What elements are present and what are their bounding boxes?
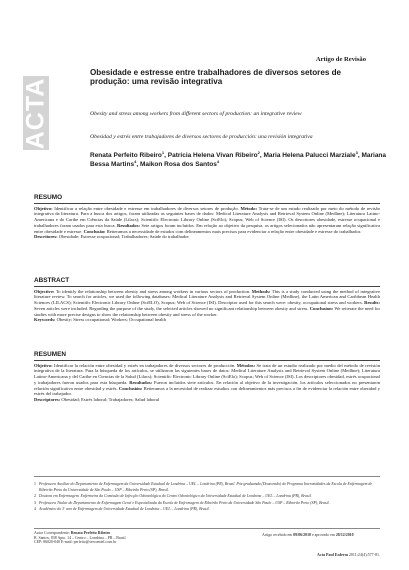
abstract-body: Objective: To identify the relationship between obesity and stress among workers in various sectors of production. Methods: This is a study conducted using the method of integrative literature review. To search for articles, we used the following databases: Medical Literature Analysis and Retrieval System Online (Medline), the Latin American and Caribbean Health Sciences (LILACS); Scientific Electronic Library Online (SciELO), Scopus; Web of Science (ISI). Descriptor used for this search were: obesity, occupational stress and workers. Results: Seven articles were included. Regarding the purpose of the study, the selected articles showed no significant relationship between obesity and stress. Conclusion: We reiterate the need for studies with more precise designs to show the relationship between obesity and stress of the worker. (34, 288, 380, 317)
author: Mariana Bessa Martins$^4$, (90, 152, 387, 168)
title-spanish: Obesidad y estrés entre trabajadores de diversos sectores de producción: una revisión integrativa (90, 134, 313, 140)
section-label: Artigo de Revisão (315, 56, 366, 63)
affiliation-mark: 4 (216, 158, 220, 164)
author-list (90, 151, 390, 169)
resumo-section (34, 194, 380, 240)
title-english: Obesity and stress among workers from different sectors of production: an integrative review (90, 111, 302, 117)
affiliation-mark: 2 (257, 149, 260, 155)
footnote: 1 Professora Auxiliar do Departamento de Enfermagem da Universidade Estadual de Londrina – UEL – Londrina (PR), Brasil. Pós-graduanda (Doutorado) do Programa Interunidades da Escola de Enfermagem de Ribeirão Preto da Universidade de São Paulo – USP – Ribeirão Preto (SP), Brasil. (34, 482, 373, 493)
abstract-section (34, 277, 380, 323)
article-dates: Artigo recebido em 09/06/2010 e aprovado em 28/12/2010 (262, 533, 354, 537)
resumen-heading: RESUMEN (34, 351, 380, 361)
footnotes (34, 481, 380, 512)
footnote: 2 Doutora em Enfermagem. Enfermeira da Comissão de Infecção Odontológica do Centro Odontológico da Universidade Estadual de Londrina – UEL – Londrina (PR), Brasil. (34, 494, 312, 499)
affiliation-mark: 4 (134, 158, 137, 164)
resumo-heading: RESUMO (34, 194, 380, 204)
affiliation-mark: 1 (161, 149, 165, 155)
resumen-section (34, 351, 380, 403)
author: Patrícia Helena Vivan Ribeiro$^2$, (167, 149, 264, 159)
correspondence-contact: CEP: 86020-040 E-mail: perfeito@sercomtel.com.br (34, 540, 117, 545)
correspondence-address: R. Santos, 838 Apto. 14 – Centro – Londrina – PR – Brasil (34, 535, 126, 540)
journal-reference (317, 552, 380, 557)
title-portuguese: Obesidade e estresse entre trabalhadores de diversos setores de produção: uma revisão integrativa (90, 68, 342, 87)
corresponding-author: Renata Perfeito Ribeiro (70, 531, 111, 535)
author: Maria Helena Palucci Marziale$^3$, (263, 149, 362, 159)
abstract-keywords: Keywords: Obesity; Stress occupational; Workers; Occupational health (34, 317, 166, 323)
abstract-heading: ABSTRACT (34, 277, 380, 287)
resumo-body: Objetivo: Identificar a relação entre obesidade e estresse em trabalhadores de diversos setores de produção. Método: Trata-se de um estudo realizado por meio do método de revisão integrativa da literatura. Para a busca dos artigos, foram utilizadas as seguintes bases de dados: Medical Literature Analysis and Retrieval System Online (Medline); Literatura Latino-Americana e do Caribe em Ciências da Saúde (Lilacs); Scientific Electronic Library Online (SciElo); Scopus; Web of Science (ISI). Os descritores obesidade, estresse ocupacional e trabalhadores foram usados para esta busca. Resultados: Sete artigos foram incluídos. Em relação ao objetivo da pesquisa, os artigos selecionados não apresentaram relação significativa entre obesidade e estresse. Conclusão: Reiteramos a necessidade de estudos com delineamentos mais precisos para evidenciar a relação entre obesidade e estresse do trabalhador. (34, 205, 381, 234)
accepted-date: 28/12/2010 (335, 533, 354, 537)
journal-volume: 2011;24(4):577-81. (348, 552, 380, 557)
correspondence: Autor Correspondente: Renata Perfeito Ribeiro R. Santos, 838 Apto. 14 – Centro – Londrina – PR – Brasil CEP: 86020-040 E-mail: perfeito@sercomtel.com.br (34, 531, 214, 545)
author: Renata Perfeito Ribeiro$^1$, (90, 149, 168, 159)
affiliation-mark: 3 (355, 149, 358, 155)
resumen-body: Objetivo: Identificar la relación entre obesidad y estrés en trabajadores de diversos sectores de producción. Métodos: Se trata de un estudio realizado por medio del método de revisión integrativa de la literatura. Para la búsqueda de los artículos, se utilizaron las siguientes bases de datos: Medical Literature Analysis and Retrieval System Online (Medline); Literatura Latino-Americana y del Caribe en Ciencias de la Salud (Lilacs); Scientific Electronic Library Online (SciElo); Scopus; Web of Science (ISI). Los descriptores obesidad, estrés ocupacional y trabajadores fueron usados para esta búsqueda. Resultados: Fueron incluidos siete artículos. En relación al objetivo de la investigación, los artículos seleccionados no presentaron relación significativa entre obesidad y estrés. Conclusión: Reiteramos a la necesidad de realizar estudios con delineamientos más precisos a fin de evidenciar la relación entre obesidad y estrés del trabajador. (34, 362, 381, 397)
resumo-keywords: Descritores: Obesidade; Estresse ocupacional; Trabalhadores; Saúde do trabalhador (34, 234, 189, 240)
resumen-keywords: Descriptores: Obesidad; Estrés laboral; Trabajadores; Salud laboral (34, 397, 160, 402)
journal-logo (23, 76, 49, 150)
journal-logo-text: ACTA (21, 77, 50, 149)
journal-name: Acta Paul Enferm (317, 552, 348, 557)
received-date: 09/06/2010 (293, 533, 311, 537)
correspondence-divider (34, 528, 380, 529)
footnote-divider (34, 476, 380, 477)
footnote: 4 Acadêmico do 3º ano de Enfermagem da Universidade Estadual de Londrina – UEL – Londrina (PR), Brasil. (34, 506, 210, 511)
footnote: 3 Professora Titular do Departamento de Enfermagem Geral e Especializada da Escola de Enfermagem de Ribeirão Preto da Universidade São Paulo – USP – Ribeirão Preto (SP), Brasil. (34, 500, 330, 505)
author: Maikon Rosa dos Santos$^4$ (139, 158, 220, 168)
